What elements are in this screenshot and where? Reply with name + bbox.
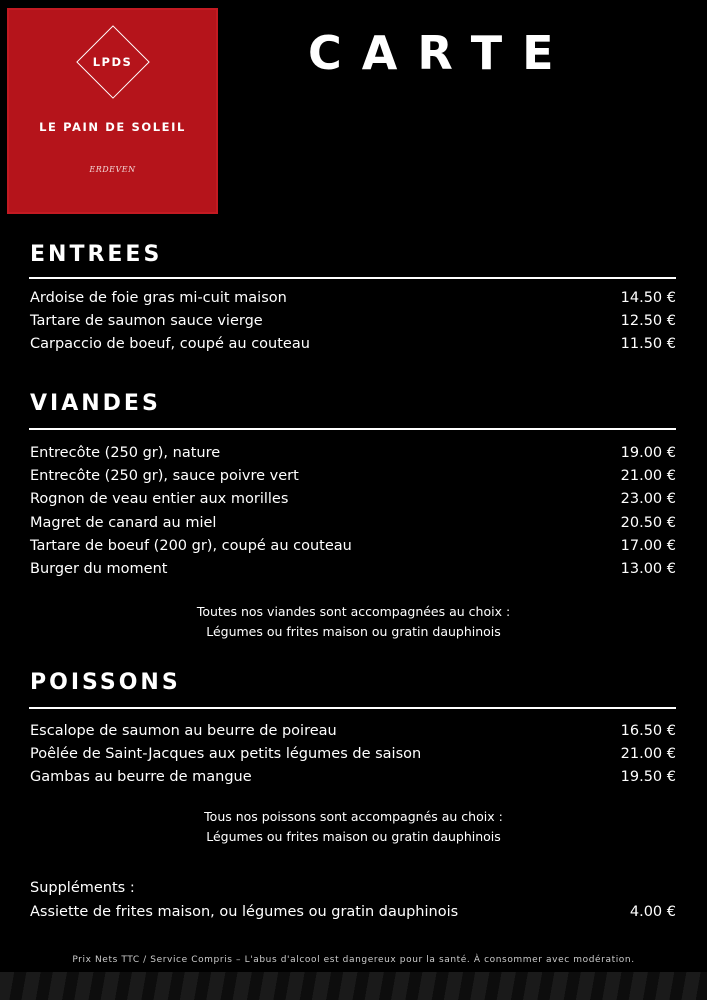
menu-item [30,336,676,359]
menu-item [30,904,676,927]
poissons-note-line-1: Tous nos poissons sont accompagnés au choix : [204,809,503,824]
section-heading-viandes: VIANDES [30,391,161,416]
item-name: Tartare de saumon sauce vierge [30,313,263,330]
restaurant-town: ERDEVEN [89,165,136,174]
item-name: Entrecôte (250 gr), sauce poivre vert [30,468,299,485]
item-name: Magret de canard au miel [30,514,217,531]
restaurant-name: LE PAIN DE SOLEIL [39,120,186,134]
item-price: 19.00 € [620,445,676,461]
item-name: Assiette de frites maison, ou légumes ou gratin dauphinois [30,904,459,920]
restaurant-logo [7,8,218,214]
item-price: 19.50 € [620,769,676,786]
section-heading-entrees: ENTREES [30,242,163,267]
menu-item [30,561,676,584]
item-price: 23.00 € [620,491,676,508]
item-name: Ardoise de foie gras mi-cuit maison [30,290,287,306]
poissons-list [30,723,676,793]
item-name: Entrecôte (250 gr), nature [30,445,221,461]
item-price: 17.00 € [620,537,676,554]
section-divider [29,428,676,430]
entrees-list [30,290,676,360]
menu-item [30,468,676,491]
menu-item [30,445,676,468]
item-price: 20.50 € [620,514,676,531]
poissons-note-line-2: Légumes ou frites maison ou gratin dauphinois [206,829,501,844]
item-price: 11.50 € [620,336,676,353]
item-price: 12.50 € [620,313,676,330]
menu-item [30,769,676,792]
page-title: CARTE [308,26,574,80]
menu-item [30,290,676,313]
section-divider [29,277,676,279]
item-name: Burger du moment [30,560,168,577]
item-price: 21.00 € [620,468,676,485]
item-name: Rognon de veau entier aux morilles [30,491,289,508]
logo-monogram: LPDS [92,55,133,69]
section-heading-poissons: POISSONS [30,670,181,695]
item-price: 14.50 € [620,290,676,306]
item-price: 13.00 € [620,560,676,577]
menu-item [30,538,676,561]
item-name: Gambas au beurre de mangue [30,769,252,786]
viandes-note-line-1: Toutes nos viandes sont accompagnées au choix : [196,604,511,619]
menu-item [30,746,676,769]
decorative-bottom-strip [0,972,707,1000]
item-price: 16.50 € [620,723,676,739]
item-name: Poêlée de Saint-Jacques aux petits légumes de saison [30,746,422,763]
menu-item [30,723,676,746]
menu-item [30,515,676,538]
menu-item [30,491,676,514]
item-name: Tartare de boeuf (200 gr), coupé au couteau [30,537,352,554]
item-price: 21.00 € [620,746,676,763]
menu-item [30,313,676,336]
supplements-label: Suppléments : [30,880,135,896]
viandes-note-line-2: Légumes ou frites maison ou gratin dauphinois [206,624,501,639]
item-name: Escalope de saumon au beurre de poireau [30,723,337,739]
item-price: 4.00 € [629,904,676,920]
section-divider [29,707,676,709]
item-name: Carpaccio de boeuf, coupé au couteau [30,336,310,353]
viandes-list [30,445,676,584]
supplements-list [30,904,676,927]
legal-footer: Prix Nets TTC / Service Compris – L'abus d'alcool est dangereux pour la santé. À consommer avec modération. [72,955,635,965]
